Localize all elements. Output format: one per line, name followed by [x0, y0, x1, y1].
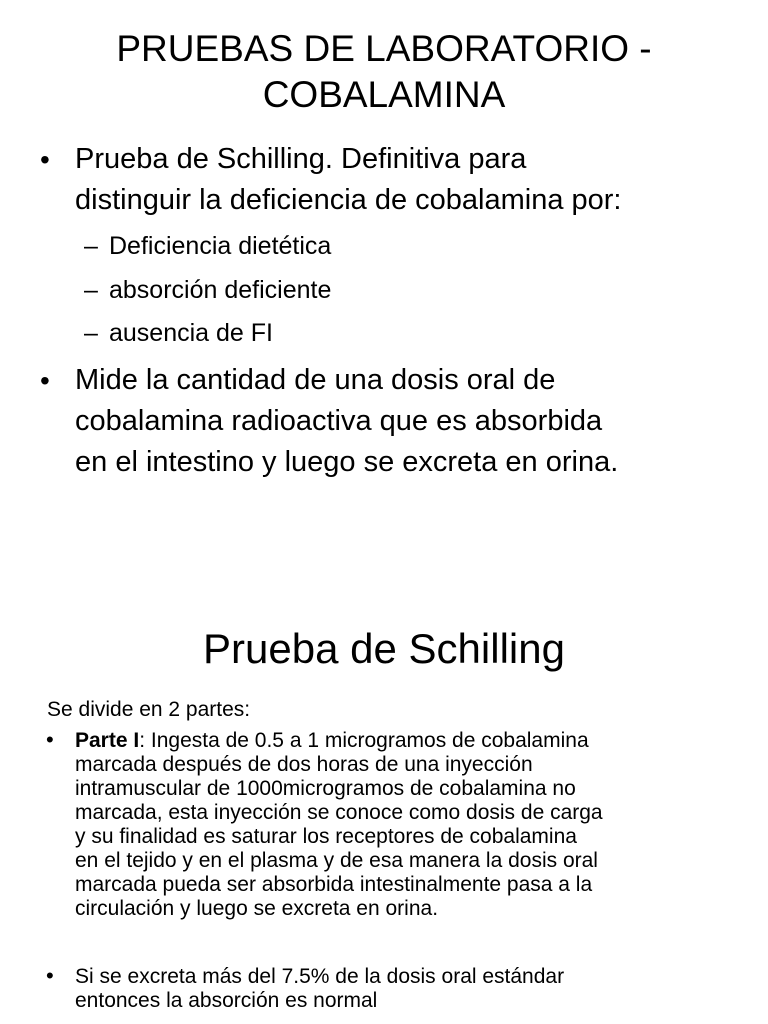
- bullet-line: Mide la cantidad de una dosis oral de: [75, 364, 556, 396]
- bullet-text: [75, 965, 746, 1013]
- sub-item-absorcion-deficiente: [84, 275, 744, 305]
- sub-item-text: absorción deficiente: [109, 276, 332, 304]
- sub-item-text: ausencia de FI: [109, 319, 273, 347]
- dash-symbol: –: [84, 276, 98, 304]
- bullet-line: en el intestino y luego se excreta en orina.: [75, 446, 619, 478]
- slide-title: [20, 26, 748, 118]
- bullet-line: cobalamina radioactiva que es absorbida: [75, 405, 603, 437]
- slide-prueba-schilling: [0, 560, 768, 1024]
- bullet-mide-cantidad: [40, 360, 740, 483]
- bullet-symbol: •: [46, 963, 54, 988]
- bullet-parte-i: [46, 729, 746, 921]
- bullet-text: [75, 360, 740, 483]
- bullet-line: : Ingesta de 0.5 a 1 microgramos de cobalamina: [139, 729, 589, 752]
- bullet-line: marcada pueda ser absorbida intestinalmente pasa a la: [75, 873, 593, 896]
- bullet-symbol: •: [46, 727, 54, 752]
- bullet-text: [75, 729, 746, 921]
- bullet-line: entonces la absorción es normal: [75, 989, 378, 1012]
- bullet-line: intramuscular de 1000microgramos de cobalamina no: [75, 777, 576, 800]
- bullet-symbol: •: [40, 365, 50, 396]
- bullet-excrecion-normal: [46, 965, 746, 1013]
- title-line-1: PRUEBAS DE LABORATORIO -: [116, 28, 652, 69]
- dash-symbol: –: [84, 319, 98, 347]
- bullet-line: marcada, esta inyección se conoce como dosis de carga: [75, 801, 603, 824]
- bullet-line: marcada después de dos horas de una inyección: [75, 753, 533, 776]
- bullet-line: Prueba de Schilling. Definitiva para: [75, 143, 527, 175]
- bullet-symbol: •: [40, 144, 50, 175]
- bullet-text: [75, 139, 740, 221]
- bullet-line: Si se excreta más del 7.5% de la dosis oral estándar: [75, 965, 565, 988]
- sub-item-deficiencia-dietetica: [84, 231, 744, 261]
- bullet-line: circulación y luego se excreta en orina.: [75, 897, 439, 920]
- sub-item-text: Deficiencia dietética: [109, 232, 332, 260]
- bullet-line: y su finalidad es saturar los receptores de cobalamina: [75, 825, 577, 848]
- bold-label: Parte I: [75, 729, 140, 752]
- sub-item-ausencia-fi: [84, 318, 744, 348]
- bullet-prueba-schilling: [40, 139, 740, 221]
- title-line-2: COBALAMINA: [262, 74, 506, 115]
- bullet-line: en el tejido y en el plasma y de esa manera la dosis oral: [75, 849, 598, 872]
- dash-symbol: –: [84, 232, 98, 260]
- bullet-line: distinguir la deficiencia de cobalamina por:: [75, 184, 622, 216]
- slide-title: Prueba de Schilling: [203, 625, 565, 672]
- intro-text: Se divide en 2 partes:: [47, 698, 251, 721]
